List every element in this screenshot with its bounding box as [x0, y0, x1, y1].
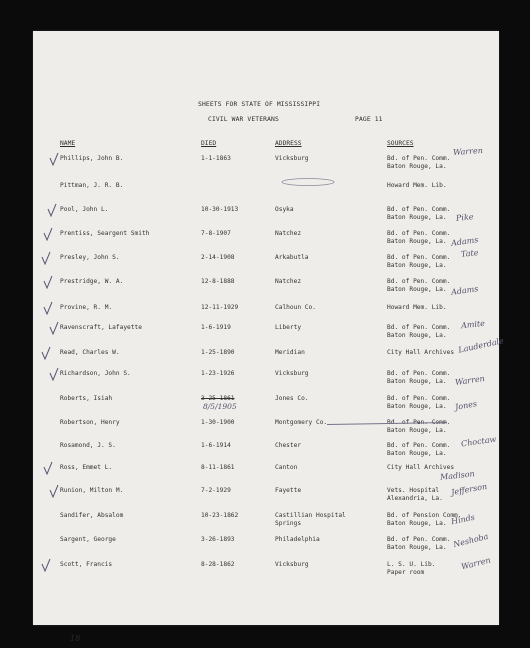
death-date: 8-28-1862: [201, 561, 235, 568]
death-date: 12-8-1888: [201, 278, 235, 285]
table-row: [33, 555, 499, 587]
address: Castillian Hospital: [275, 512, 346, 519]
source-line1: Bd. of Pen. Comm.: [387, 442, 451, 449]
veteran-name: Scott, Francis: [60, 561, 113, 568]
veteran-name: Ross, Emmet L.: [60, 464, 113, 471]
address: Vicksburg: [275, 155, 309, 162]
handwritten-county-note: Warren: [454, 373, 486, 388]
handwritten-county-note: Warren: [452, 145, 484, 158]
death-date: 7-8-1907: [201, 230, 231, 237]
death-date: 10-23-1862: [201, 512, 239, 519]
veteran-name: Ravenscraft, Lafayette: [60, 324, 142, 331]
sheet-title: SHEETS FOR STATE OF MISSISSIPPI: [198, 101, 321, 108]
veteran-name: Prentiss, Seargent Smith: [60, 230, 150, 237]
source-line1: Bd. of Pension Comm.: [387, 512, 462, 519]
source-line2: Paper room: [387, 569, 425, 576]
death-date: 2-14-1908: [201, 254, 235, 261]
source-line1: Bd. of Pen. Comm.: [387, 536, 451, 543]
address: Vicksburg: [275, 561, 309, 568]
handwritten-county-note: Lauderdale: [457, 336, 505, 355]
check-mark-icon: [47, 202, 57, 216]
source-line2: Baton Rouge, La.: [387, 262, 447, 269]
address: Meridian: [275, 349, 305, 356]
check-mark-icon: [41, 557, 51, 571]
handwritten-county-note: Tate: [460, 248, 479, 259]
table-row: [33, 481, 499, 513]
source-line2: Baton Rouge, La.: [387, 544, 447, 551]
source-line1: Vets. Hospital: [387, 487, 440, 494]
death-date: 3-25-1861: [201, 395, 235, 402]
document-page: [33, 31, 505, 643]
source-line1: Howard Mem. Lib.: [387, 304, 447, 311]
table-row: [33, 278, 499, 304]
veteran-name: Prestridge, W. A.: [60, 278, 124, 285]
table-row: [33, 182, 499, 208]
source-line2: Baton Rouge, La.: [387, 163, 447, 170]
address: Natchez: [275, 278, 302, 285]
address: Liberty: [275, 324, 302, 331]
veteran-name: Read, Charles W.: [60, 349, 120, 356]
handwritten-date-correction: 8/5/1905: [203, 402, 237, 411]
check-mark-icon: [49, 366, 59, 380]
veteran-name: Presley, John S.: [60, 254, 120, 261]
address: Philadelphia: [275, 536, 320, 543]
address: Montgomery Co.: [275, 419, 328, 426]
column-header-sources: SOURCES: [387, 140, 414, 147]
veteran-name: Roberts, Isiah: [60, 395, 113, 402]
address: Canton: [275, 464, 298, 471]
source-line1: L. S. U. Lib.: [387, 561, 436, 568]
source-line1: Bd. of Pen. Comm.: [387, 230, 451, 237]
death-date: 8-11-1861: [201, 464, 235, 471]
source-line2: Baton Rouge, La.: [387, 286, 447, 293]
address: Fayette: [275, 487, 302, 494]
check-mark-icon: [43, 226, 53, 240]
table-row: [33, 512, 499, 538]
handwritten-county-note: Jefferson: [450, 481, 488, 498]
address: Vicksburg: [275, 370, 309, 377]
table-row: [33, 248, 499, 280]
death-date: 12-11-1929: [201, 304, 239, 311]
column-header-address: ADDRESS: [275, 140, 302, 147]
check-mark-icon: [43, 274, 53, 288]
column-header-died: DIED: [201, 140, 217, 147]
veteran-name: Rosamond, J. S.: [60, 442, 116, 449]
source-line1: Bd. of Pen. Comm.: [387, 419, 451, 426]
address-line2: Springs: [275, 520, 302, 527]
veteran-name: Pool, John L.: [60, 206, 109, 213]
page-number: 18: [70, 634, 81, 643]
address: Osyka: [275, 206, 294, 213]
handwritten-county-note: Pike: [455, 212, 474, 223]
table-row: [33, 395, 499, 421]
death-date: 1-6-1919: [201, 324, 231, 331]
source-line1: City Hall Archives: [387, 349, 455, 356]
source-line2: Baton Rouge, La.: [387, 520, 447, 527]
veteran-name: Phillips, John B.: [60, 155, 124, 162]
sheet-subtitle: CIVIL WAR VETERANS: [208, 116, 279, 123]
source-line2: Baton Rouge, La.: [387, 332, 447, 339]
address: Jones Co.: [275, 395, 309, 402]
death-date: 3-26-1893: [201, 536, 235, 543]
death-date: 1-25-1890: [201, 349, 235, 356]
source-line1: Bd. of Pen. Comm.: [387, 155, 451, 162]
source-line2: Baton Rouge, La.: [387, 450, 447, 457]
column-header-name: NAME: [60, 140, 76, 147]
table-row: [33, 230, 499, 256]
death-date: 1-6-1914: [201, 442, 231, 449]
table-row: [33, 531, 499, 562]
source-line2: Baton Rouge, La.: [387, 214, 447, 221]
source-line1: Bd. of Pen. Comm.: [387, 324, 451, 331]
check-mark-icon: [43, 300, 53, 314]
check-mark-icon: [49, 320, 59, 334]
source-line1: Howard Mem. Lib.: [387, 182, 447, 189]
handwritten-county-note: Hinds: [450, 512, 476, 527]
veteran-name: Provine, R. M.: [60, 304, 113, 311]
table-row: [33, 370, 499, 396]
source-line1: Bd. of Pen. Comm.: [387, 278, 451, 285]
source-line2: Baton Rouge, La.: [387, 378, 447, 385]
table-row: [33, 145, 499, 181]
table-row: [33, 318, 499, 350]
handwritten-county-note: Jones: [454, 399, 478, 412]
death-date: 1-30-1900: [201, 419, 235, 426]
source-line1: City Hall Archives: [387, 464, 455, 471]
handwritten-county-note: Adams: [450, 235, 479, 248]
veteran-name: Sargent, George: [60, 536, 116, 543]
veteran-name: Runion, Milton M.: [60, 487, 124, 494]
handwritten-county-note: Madison: [439, 469, 476, 482]
death-date: 1-1-1863: [201, 155, 231, 162]
source-line1: Bd. of Pen. Comm.: [387, 206, 451, 213]
page-label: PAGE 11: [355, 116, 383, 123]
check-mark-icon: [49, 483, 59, 497]
source-line2: Baton Rouge, La.: [387, 403, 447, 410]
address: Natchez: [275, 230, 302, 237]
source-line2: Baton Rouge, La.: [387, 238, 447, 245]
source-line2: Baton Rouge, La.: [387, 427, 447, 434]
source-line2: Alexandria, La.: [387, 495, 443, 502]
check-mark-icon: [49, 151, 59, 165]
veteran-name: Sandifer, Absalom: [60, 512, 124, 519]
source-line1: Bd. of Pen. Comm.: [387, 370, 451, 377]
death-date: 1-23-1926: [201, 370, 235, 377]
veteran-name: Richardson, John S.: [60, 370, 131, 377]
table-row: [33, 206, 499, 232]
veteran-name: Robertson, Henry: [60, 419, 120, 426]
death-date: 10-30-1913: [201, 206, 239, 213]
check-mark-icon: [41, 250, 51, 264]
handwritten-county-note: Choctaw: [460, 434, 497, 449]
veteran-name: Pittman, J. R. B.: [60, 182, 124, 189]
address: Chester: [275, 442, 302, 449]
check-mark-icon: [43, 460, 53, 474]
source-line1: Bd. of Pen. Comm.: [387, 395, 451, 402]
handwritten-county-note: Neshoba: [452, 531, 490, 550]
death-date: 7-2-1929: [201, 487, 231, 494]
handwritten-county-note: Warren: [460, 555, 492, 572]
address: Arkabutla: [275, 254, 309, 261]
address: Calhoun Co.: [275, 304, 316, 311]
check-mark-icon: [41, 345, 51, 359]
source-line1: Bd. of Pen. Comm.: [387, 254, 451, 261]
pencil-scribble: [278, 176, 338, 188]
handwritten-county-note: Adams: [450, 284, 479, 297]
handwritten-county-note: Amite: [460, 318, 486, 331]
